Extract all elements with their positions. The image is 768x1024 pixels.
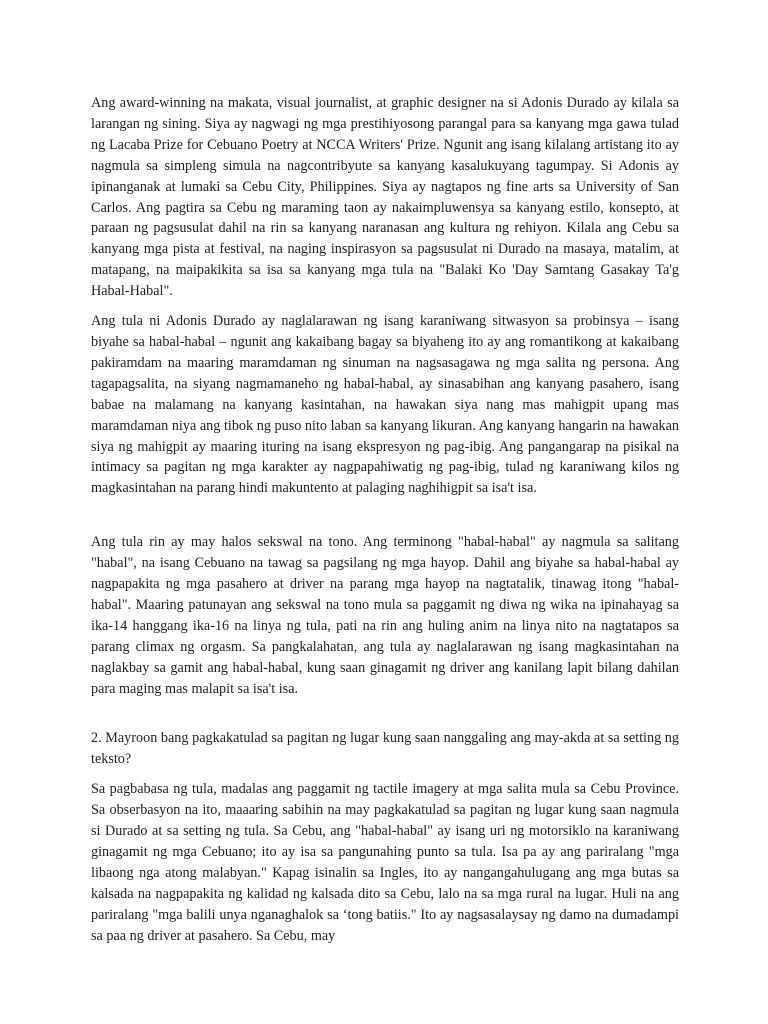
paragraph-poem-description: Ang tula ni Adonis Durado ay naglalarawan ng isang karaniwang sitwasyon sa probinsya – isang biyahe sa habal-habal – ngunit ang kakaibang bagay sa biyaheng ito ay ang romantikong at kakaibang pakiramdam na maaring maramdaman ng sinuman na nagsasagawa ng mga salita ng persona. Ang tagapagsalita, na siyang nagmamaneho ng habal-habal, ay sinasabihan ang kanyang pasahero, isang babae na malamang na kanyang kasintahan, na hawakan siya nang mas mahigpit upang mas maramdaman niya ang tibok ng puso nito laban sa kanyang likuran. Ang kanyang hangarin na hawakan siya ng mahigpit ay maaring ituring na isang ekspresyon ng pag-ibig. Ang pangangarap na pisikal na intimacy sa pagitan ng mga karakter ay nagpapahiwatig ng pag-ibig, tulad ng karaniwang kilos ng magkasintahan na parang hindi makuntento at palaging naghihigpit sa isa't isa. <box>91 313 679 497</box>
paragraph-intro: Ang award-winning na makata, visual journalist, at graphic designer na si Adonis Durado ay kilala sa larangan ng sining. Siya ay nagwagi ng mga prestihiyosong parangal para sa kanyang mga gawa tulad ng Lacaba Prize for Cebuano Poetry at NCCA Writers' Prize. Ngunit ang isang kilalang artistang ito ay nagmula sa simpleng simula na nagcontribyute sa kanyang kasalukuyang tagumpay. Si Adonis ay ipinanganak at lumaki sa Cebu City, Philippines. Siya ay nagtapos ng fine arts sa University of San Carlos. Ang pagtira sa Cebu ng maraming taon ay nakaimpluwensya sa kanyang estilo, konsepto, at paraan ng pagsusulat dahil na rin sa kanyang naranasan ang kultura ng rehiyon. Kilala ang Cebu sa kanyang mga pista at festival, na naging inspirasyon sa pagsusulat ni Durado na masaya, matalim, at matapang, na maipakikita sa isa sa kanyang mga tula na "Balaki Ko 'Day Samtang Gasakay Ta'g Habal-Habal". <box>91 95 679 300</box>
document-body <box>91 93 679 956</box>
question-heading: 2. Mayroon bang pagkakatulad sa pagitan ng lugar kung saan nanggaling ang may-akda at sa setting ng teksto? <box>91 730 679 768</box>
paragraph-sexual-tone: Ang tula rin ay may halos sekswal na tono. Ang terminong "habal-habal" ay nagmula sa salitang "habal", na isang Cebuano na tawag sa pagsilang ng mga hayop. Dahil ang biyahe sa habal-habal ay nagpapakita ng mga pasahero at driver na parang mga hayop na nagtatalik, tinawag itong "habal-habal". Maaring patunayan ang sekswal na tono mula sa paggamit ng diwa ng wika na ipinahayag sa ika-14 hanggang ika-16 na linya ng tula, pati na rin ang huling anim na linya nito na nagtatapos sa parang climax ng orgasm. Sa pangkalahatan, ang tula ay naglalarawan ng isang magkasintahan na naglakbay sa gamit ang habal-habal, kung saan ginagamit ng driver ang kanilang lapit bilang dahilan para maging mas malapit sa isa't isa. <box>91 534 679 697</box>
paragraph-answer: Sa pagbabasa ng tula, madalas ang paggamit ng tactile imagery at mga salita mula sa Cebu Province. Sa obserbasyon na ito, maaaring sabihin na may pagkakatulad sa pagitan ng lugar kung saan nagmula si Durado at sa setting ng tula. Sa Cebu, ang "habal-habal" ay isang uri ng motorsiklo na karaniwang ginagamit ng mga Cebuano; ito ay isa sa pangunahing punto sa tula. Isa pa ay ang pariralang "mga libaong nga atong malabyan." Kapag isinalin sa Ingles, ito ay nangangahulugang ang mga butas sa kalsada na nagpapakita ng kalidad ng kalsada dito sa Cebu, lalo na sa mga rural na lugar. Huli na ang pariralang "mga balili unya nganaghalok sa ‘tong batiis." Ito ay nagsasalaysay ng damo na dumadampi sa paa ng driver at pasahero. Sa Cebu, may <box>91 781 679 944</box>
